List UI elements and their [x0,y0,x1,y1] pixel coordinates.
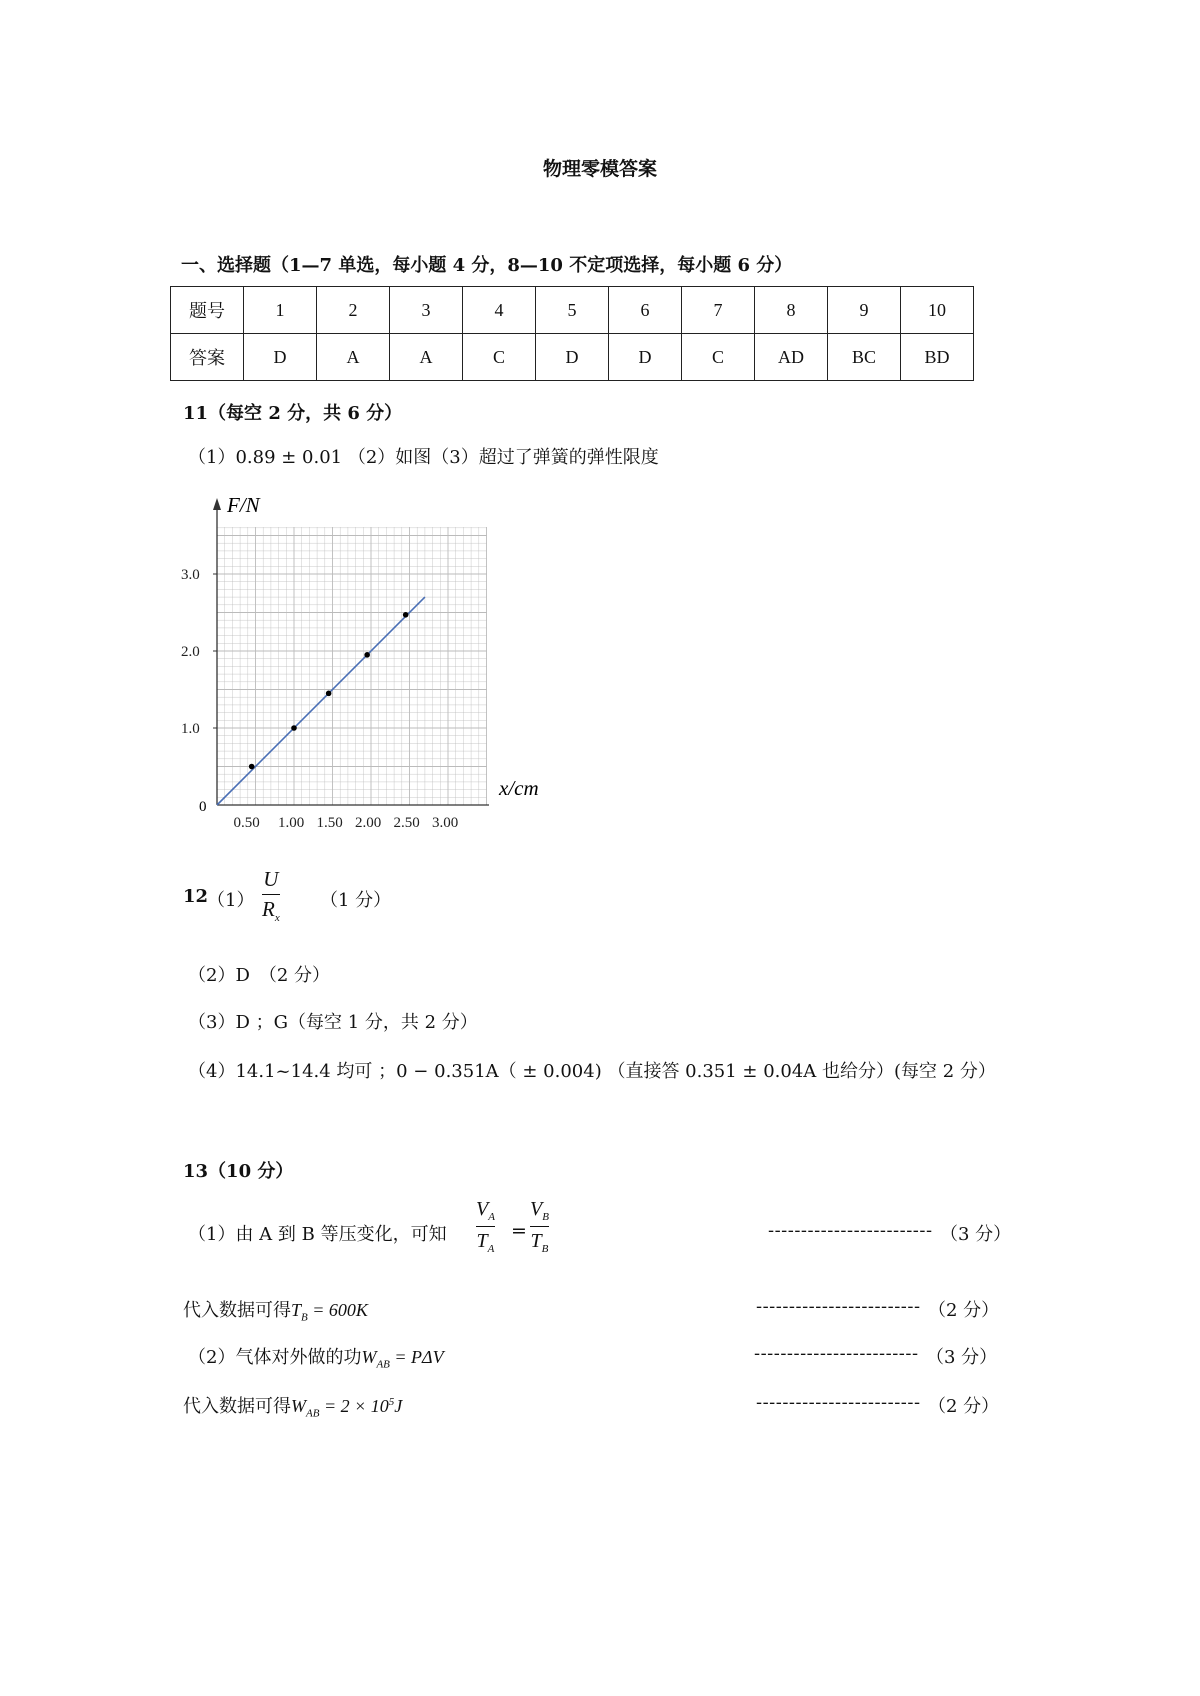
question-number: 6 [609,287,682,334]
q13-l3-dashes: ------------------------- [754,1343,919,1364]
fit-line [217,597,425,805]
q13-l4-sub: AB [306,1407,320,1420]
q13-l4-unit: J [394,1396,403,1416]
q13-l2-score: （2 分） [928,1300,1000,1321]
q13-heading: 13（10 分） [183,1161,294,1182]
answer-cell: AD [755,334,828,381]
q13-l2-dashes: ------------------------- [756,1296,921,1317]
fraction-bar [476,1226,495,1227]
y-axis-arrow [213,498,221,510]
answer-cell: A [317,334,390,381]
q12-p3: （3）D ；G（每空 1 分，共 2 分） [188,1012,478,1033]
q13-fraction-left [476,1198,495,1255]
q13-l3 [188,1343,444,1371]
q13-l1-score: （3 分） [940,1224,1012,1245]
answer-cell: D [536,334,609,381]
fraction-bar [262,894,280,895]
question-number: 9 [828,287,901,334]
answer-table [170,286,974,381]
fraction-subscript: A [487,1243,495,1256]
answer-cell: D [609,334,682,381]
fraction-numerator: U [263,867,279,891]
q13-l4-dashes: ------------------------- [756,1392,921,1413]
fraction-numerator: V [476,1198,489,1220]
table-row-numbers [171,287,974,334]
fraction-subscript: A [488,1211,495,1223]
fraction-denominator: R [262,897,275,922]
q12-heading: 12 [183,886,209,907]
row-label-answer: 答案 [171,334,244,381]
answer-cell: BD [901,334,974,381]
q13-l4-sup: 5 [388,1396,395,1408]
q13-l3-sub: AB [376,1358,390,1371]
x-tick-label: 2.50 [393,815,420,831]
origin-label: 0 [199,799,207,815]
section1-heading: 一、选择题（1—7 单选，每小题 4 分，8—10 不定项选择，每小题 6 分） [181,255,793,276]
chart-axes [181,498,489,831]
x-tick-label: 0.50 [233,815,260,831]
q13-l2-var: T [291,1300,302,1320]
fraction-subscript: B [542,1211,549,1223]
question-number: 7 [682,287,755,334]
question-number: 1 [244,287,317,334]
q13-l3-text: （2）气体对外做的功 [188,1347,362,1368]
chart-marks [217,597,425,805]
fraction-denominator: T [476,1230,488,1253]
question-number: 2 [317,287,390,334]
row-label-number: 题号 [171,287,244,334]
y-tick-label: 3.0 [181,567,200,583]
fraction-subscript: x [274,912,280,925]
q13-l2 [183,1296,368,1324]
q13-l4-text: 代入数据可得 [183,1396,291,1417]
y-tick-label: 1.0 [181,721,200,737]
q12-p1-prefix: （1） [207,890,255,911]
answer-cell: C [463,334,536,381]
spring-chart [175,490,565,839]
question-number: 4 [463,287,536,334]
q13-l4-var: W [291,1396,306,1416]
answer-cell: BC [828,334,901,381]
answer-cell: D [244,334,317,381]
x-tick-label: 3.00 [432,815,459,831]
question-number: 8 [755,287,828,334]
data-point [403,612,409,618]
fraction-denominator: T [530,1230,542,1253]
q13-l2-sub: B [301,1311,308,1324]
chart-grid [217,527,487,805]
fraction-numerator: V [530,1198,543,1220]
q13-l4-score: （2 分） [928,1396,1000,1417]
q13-l2-rest: = 600K [307,1300,368,1320]
q11-answer: （1）0.89 ± 0.01 （2）如图（3）超过了弹簧的弹性限度 [188,447,659,468]
q13-l2-text: 代入数据可得 [183,1300,291,1321]
question-number: 5 [536,287,609,334]
page-title: 物理零模答案 [542,158,657,180]
answer-cell: C [682,334,755,381]
answer-cell: A [390,334,463,381]
x-tick-label: 2.00 [355,815,382,831]
q13-l4 [183,1392,402,1420]
q12-p2: （2）D （2 分） [188,965,331,986]
q12-p1-score: （1 分） [320,890,392,911]
question-number: 10 [901,287,974,334]
x-axis-label: x/cm [499,776,539,800]
q13-l1-text: （1）由 A 到 B 等压变化，可知 [188,1224,447,1245]
fraction-bar [530,1226,549,1227]
data-point [291,725,297,731]
q13-l3-rest: = PΔV [389,1347,444,1367]
q11-heading: 11（每空 2 分，共 6 分） [183,403,403,424]
x-tick-label: 1.50 [316,815,343,831]
data-point [249,764,255,770]
fraction-subscript: B [541,1243,549,1256]
q12-p4: （4）14.1~14.4 均可 ；0 − 0.351A（ ± 0.004) （直接答 0.351 ± 0.04A 也给分）(每空 2 分） [188,1061,996,1082]
y-tick-label: 2.0 [181,644,200,660]
table-row-answers [171,334,974,381]
data-point [364,652,370,658]
data-point [326,691,332,697]
q13-l3-var: W [361,1347,377,1367]
q13-l1-dashes: ------------------------- [768,1220,933,1241]
q13-l3-score: （3 分） [926,1347,998,1368]
equals-sign: = [511,1220,527,1242]
question-number: 3 [390,287,463,334]
chart-svg [175,490,565,835]
q12-fraction [262,868,280,924]
q13-l4-rest: = 2 × 10 [319,1396,389,1416]
q13-fraction-right [530,1198,549,1255]
y-axis-label: F/N [227,493,260,517]
x-tick-label: 1.00 [278,815,305,831]
